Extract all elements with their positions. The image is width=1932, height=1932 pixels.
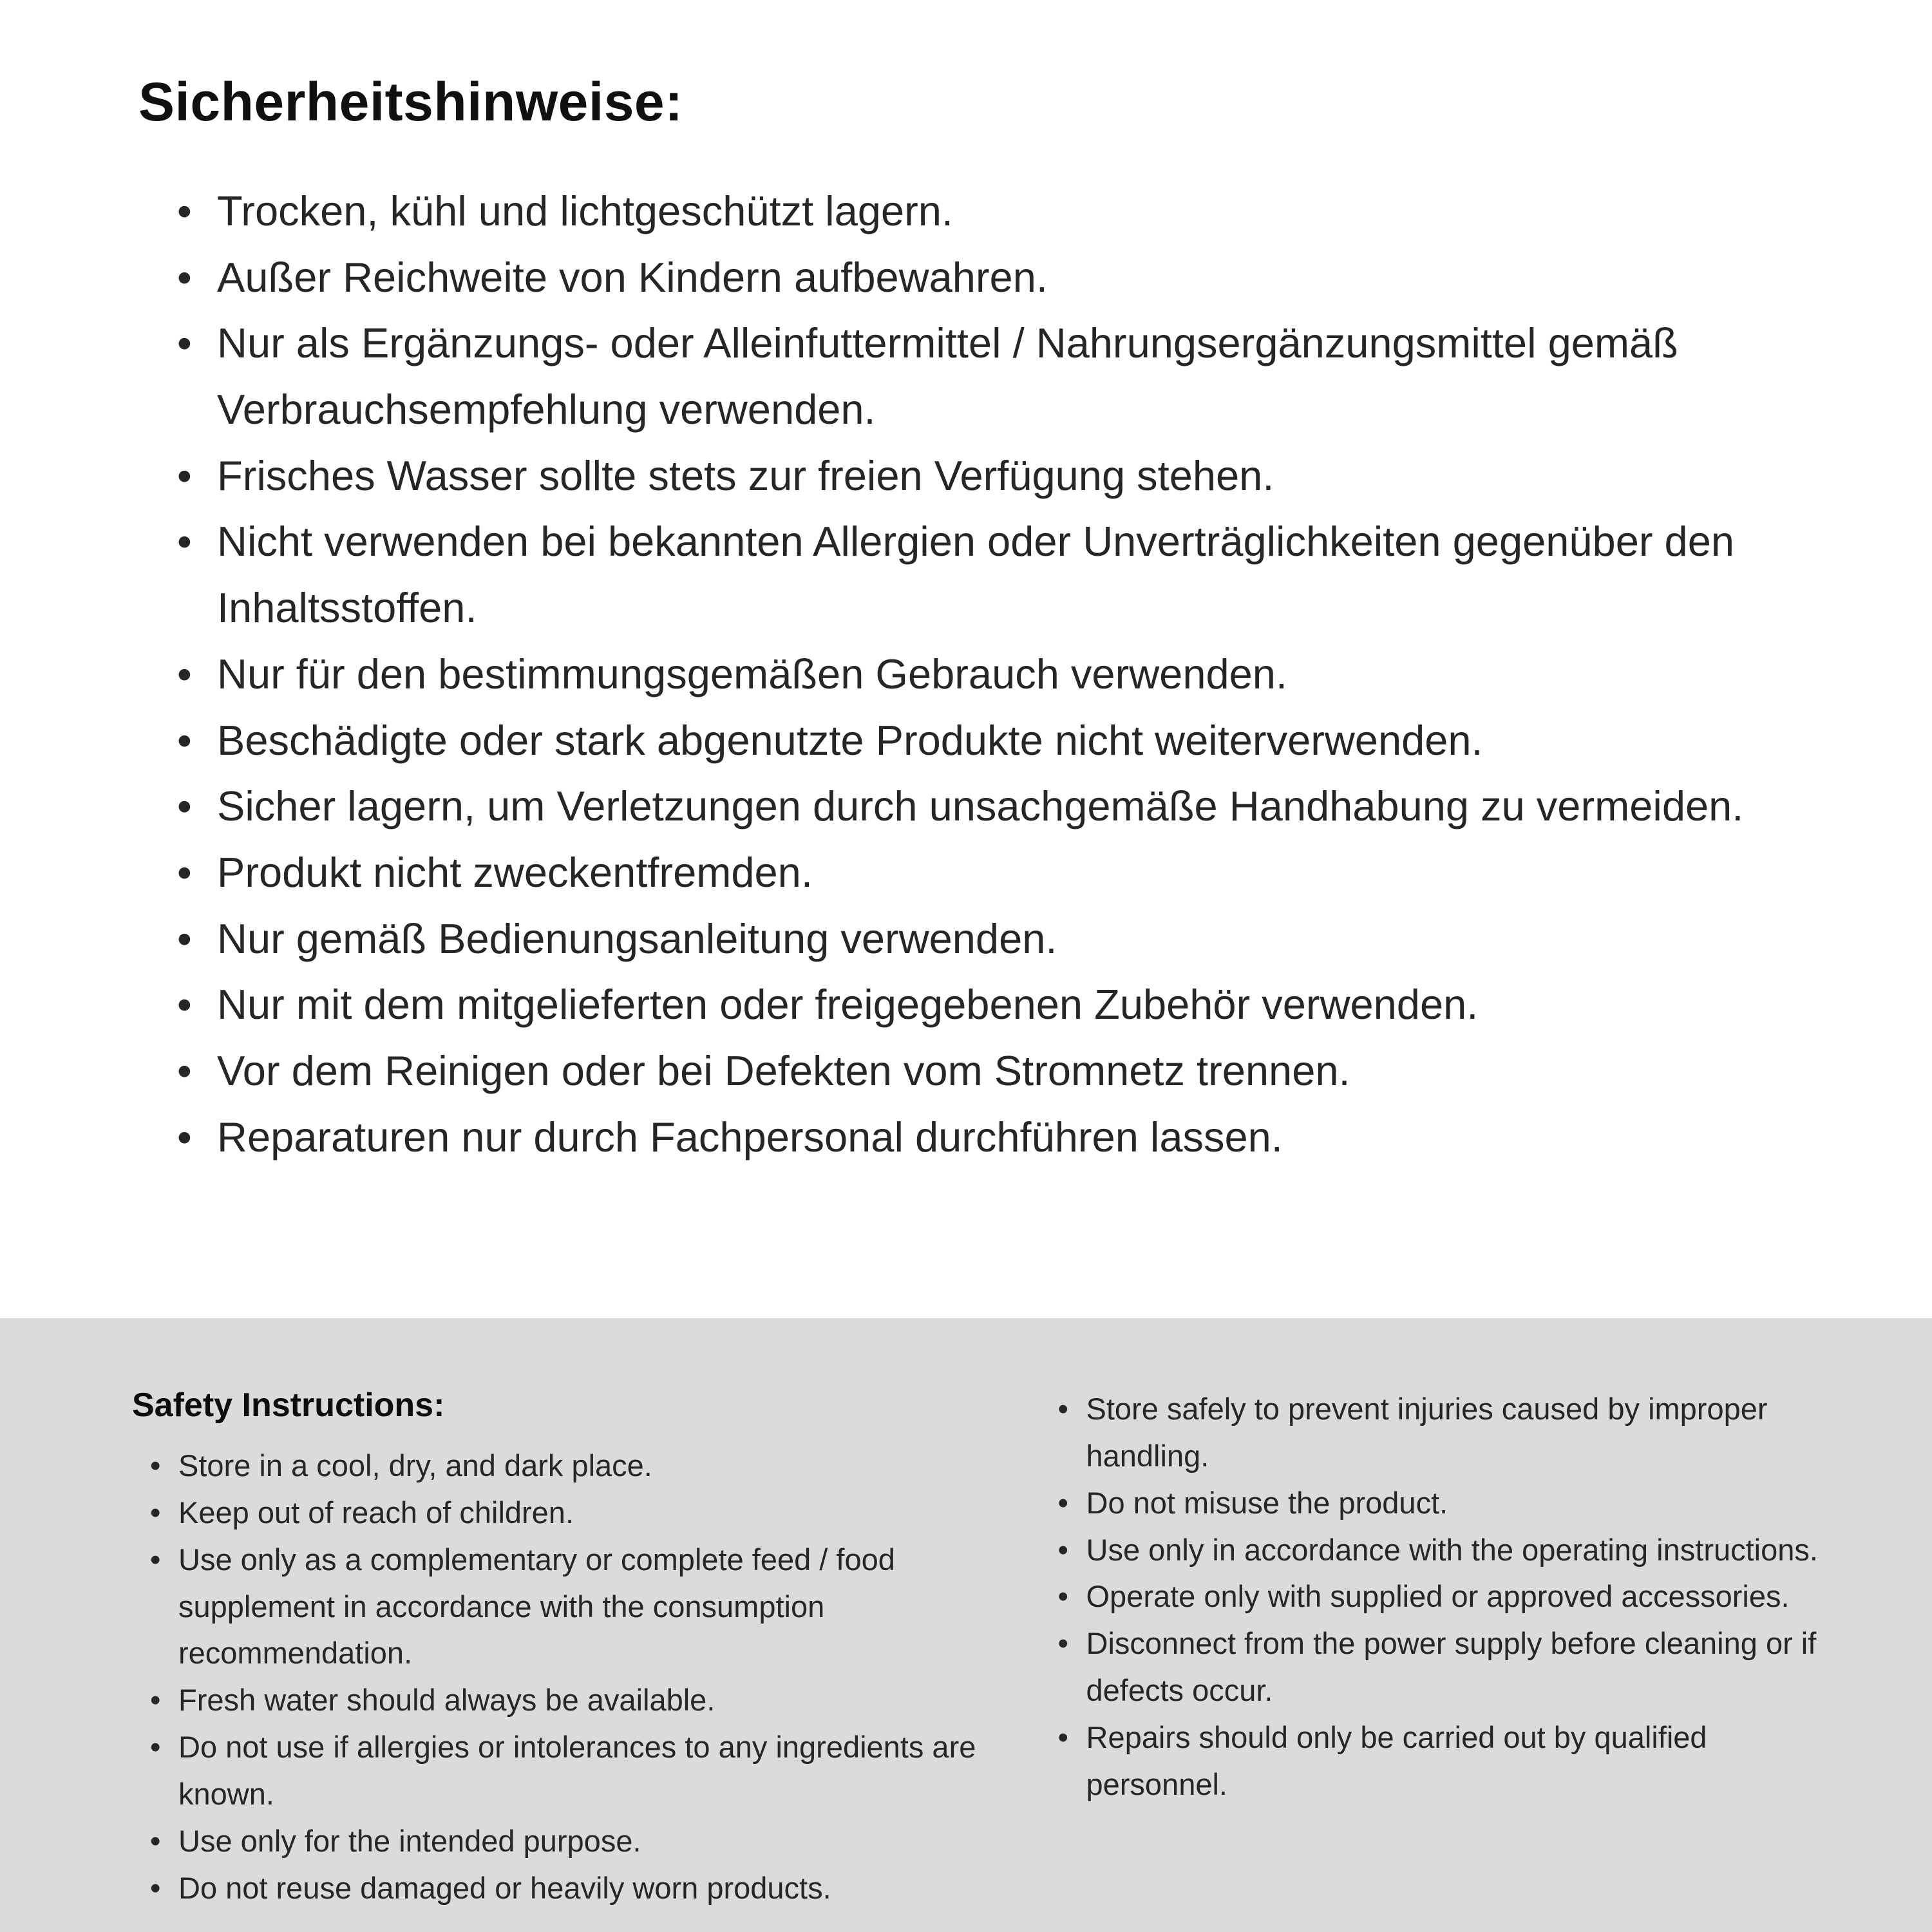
list-item: • Use only for the intended purpose. bbox=[150, 1818, 984, 1865]
list-item: • Store safely to prevent injuries caused by improper handling. bbox=[1058, 1386, 1836, 1480]
english-left-column bbox=[132, 1386, 984, 1932]
list-item: • Beschädigte oder stark abgenutzte Produkte nicht weiterverwenden. bbox=[177, 708, 1816, 774]
german-safety-list bbox=[138, 178, 1816, 1170]
list-item: • Repairs should only be carried out by qualified personnel. bbox=[1058, 1714, 1836, 1808]
list-item: • Use only as a complementary or complete feed / food supplement in accordance with the consumption recommendation. bbox=[150, 1537, 984, 1678]
list-item: • Use only in accordance with the operating instructions. bbox=[1058, 1527, 1836, 1574]
list-item: • Do not misuse the product. bbox=[1058, 1480, 1836, 1527]
list-item: • Operate only with supplied or approved accessories. bbox=[1058, 1573, 1836, 1620]
english-safety-list-right bbox=[1058, 1386, 1836, 1808]
list-item: • Trocken, kühl und lichtgeschützt lagern. bbox=[177, 178, 1816, 245]
english-right-column bbox=[1058, 1386, 1836, 1932]
english-section-title: Safety Instructions: bbox=[132, 1387, 445, 1424]
list-item: • Außer Reichweite von Kindern aufbewahren. bbox=[177, 245, 1816, 311]
list-item: • Do not use if allergies or intolerances to any ingredients are known. bbox=[150, 1724, 984, 1818]
list-item: • Nur als Ergänzungs- oder Alleinfuttermittel / Nahrungsergänzungsmittel gemäß Verbrauchsempfehlung verwenden. bbox=[177, 310, 1816, 442]
list-item: • Store in a cool, dry, and dark place. bbox=[150, 1443, 984, 1490]
list-item: • Keep out of reach of children. bbox=[150, 1490, 984, 1537]
list-item: • Produkt nicht zweckentfremden. bbox=[177, 840, 1816, 906]
german-section-title: Sicherheitshinweise: bbox=[138, 71, 683, 132]
list-item: • Nicht verwenden bei bekannten Allergien oder Unverträglichkeiten gegenüber den Inhaltsstoffen. bbox=[177, 509, 1816, 641]
list-item: • Sicher lagern, um Verletzungen durch unsachgemäße Handhabung zu vermeiden. bbox=[177, 773, 1816, 840]
list-item: • Reparaturen nur durch Fachpersonal durchführen lassen. bbox=[177, 1104, 1816, 1171]
list-item: • Nur für den bestimmungsgemäßen Gebrauch verwenden. bbox=[177, 641, 1816, 708]
list-item: • Nur mit dem mitgelieferten oder freigegebenen Zubehör verwenden. bbox=[177, 972, 1816, 1038]
english-safety-list-left bbox=[132, 1443, 984, 1911]
list-item: • Do not reuse damaged or heavily worn products. bbox=[150, 1865, 984, 1912]
list-item: • Disconnect from the power supply before cleaning or if defects occur. bbox=[1058, 1620, 1836, 1714]
list-item: • Fresh water should always be available. bbox=[150, 1677, 984, 1724]
english-safety-section bbox=[0, 1318, 1932, 1932]
list-item: • Nur gemäß Bedienungsanleitung verwenden. bbox=[177, 906, 1816, 972]
list-item: • Frisches Wasser sollte stets zur freien Verfügung stehen. bbox=[177, 443, 1816, 509]
list-item: • Vor dem Reinigen oder bei Defekten vom Stromnetz trennen. bbox=[177, 1038, 1816, 1104]
